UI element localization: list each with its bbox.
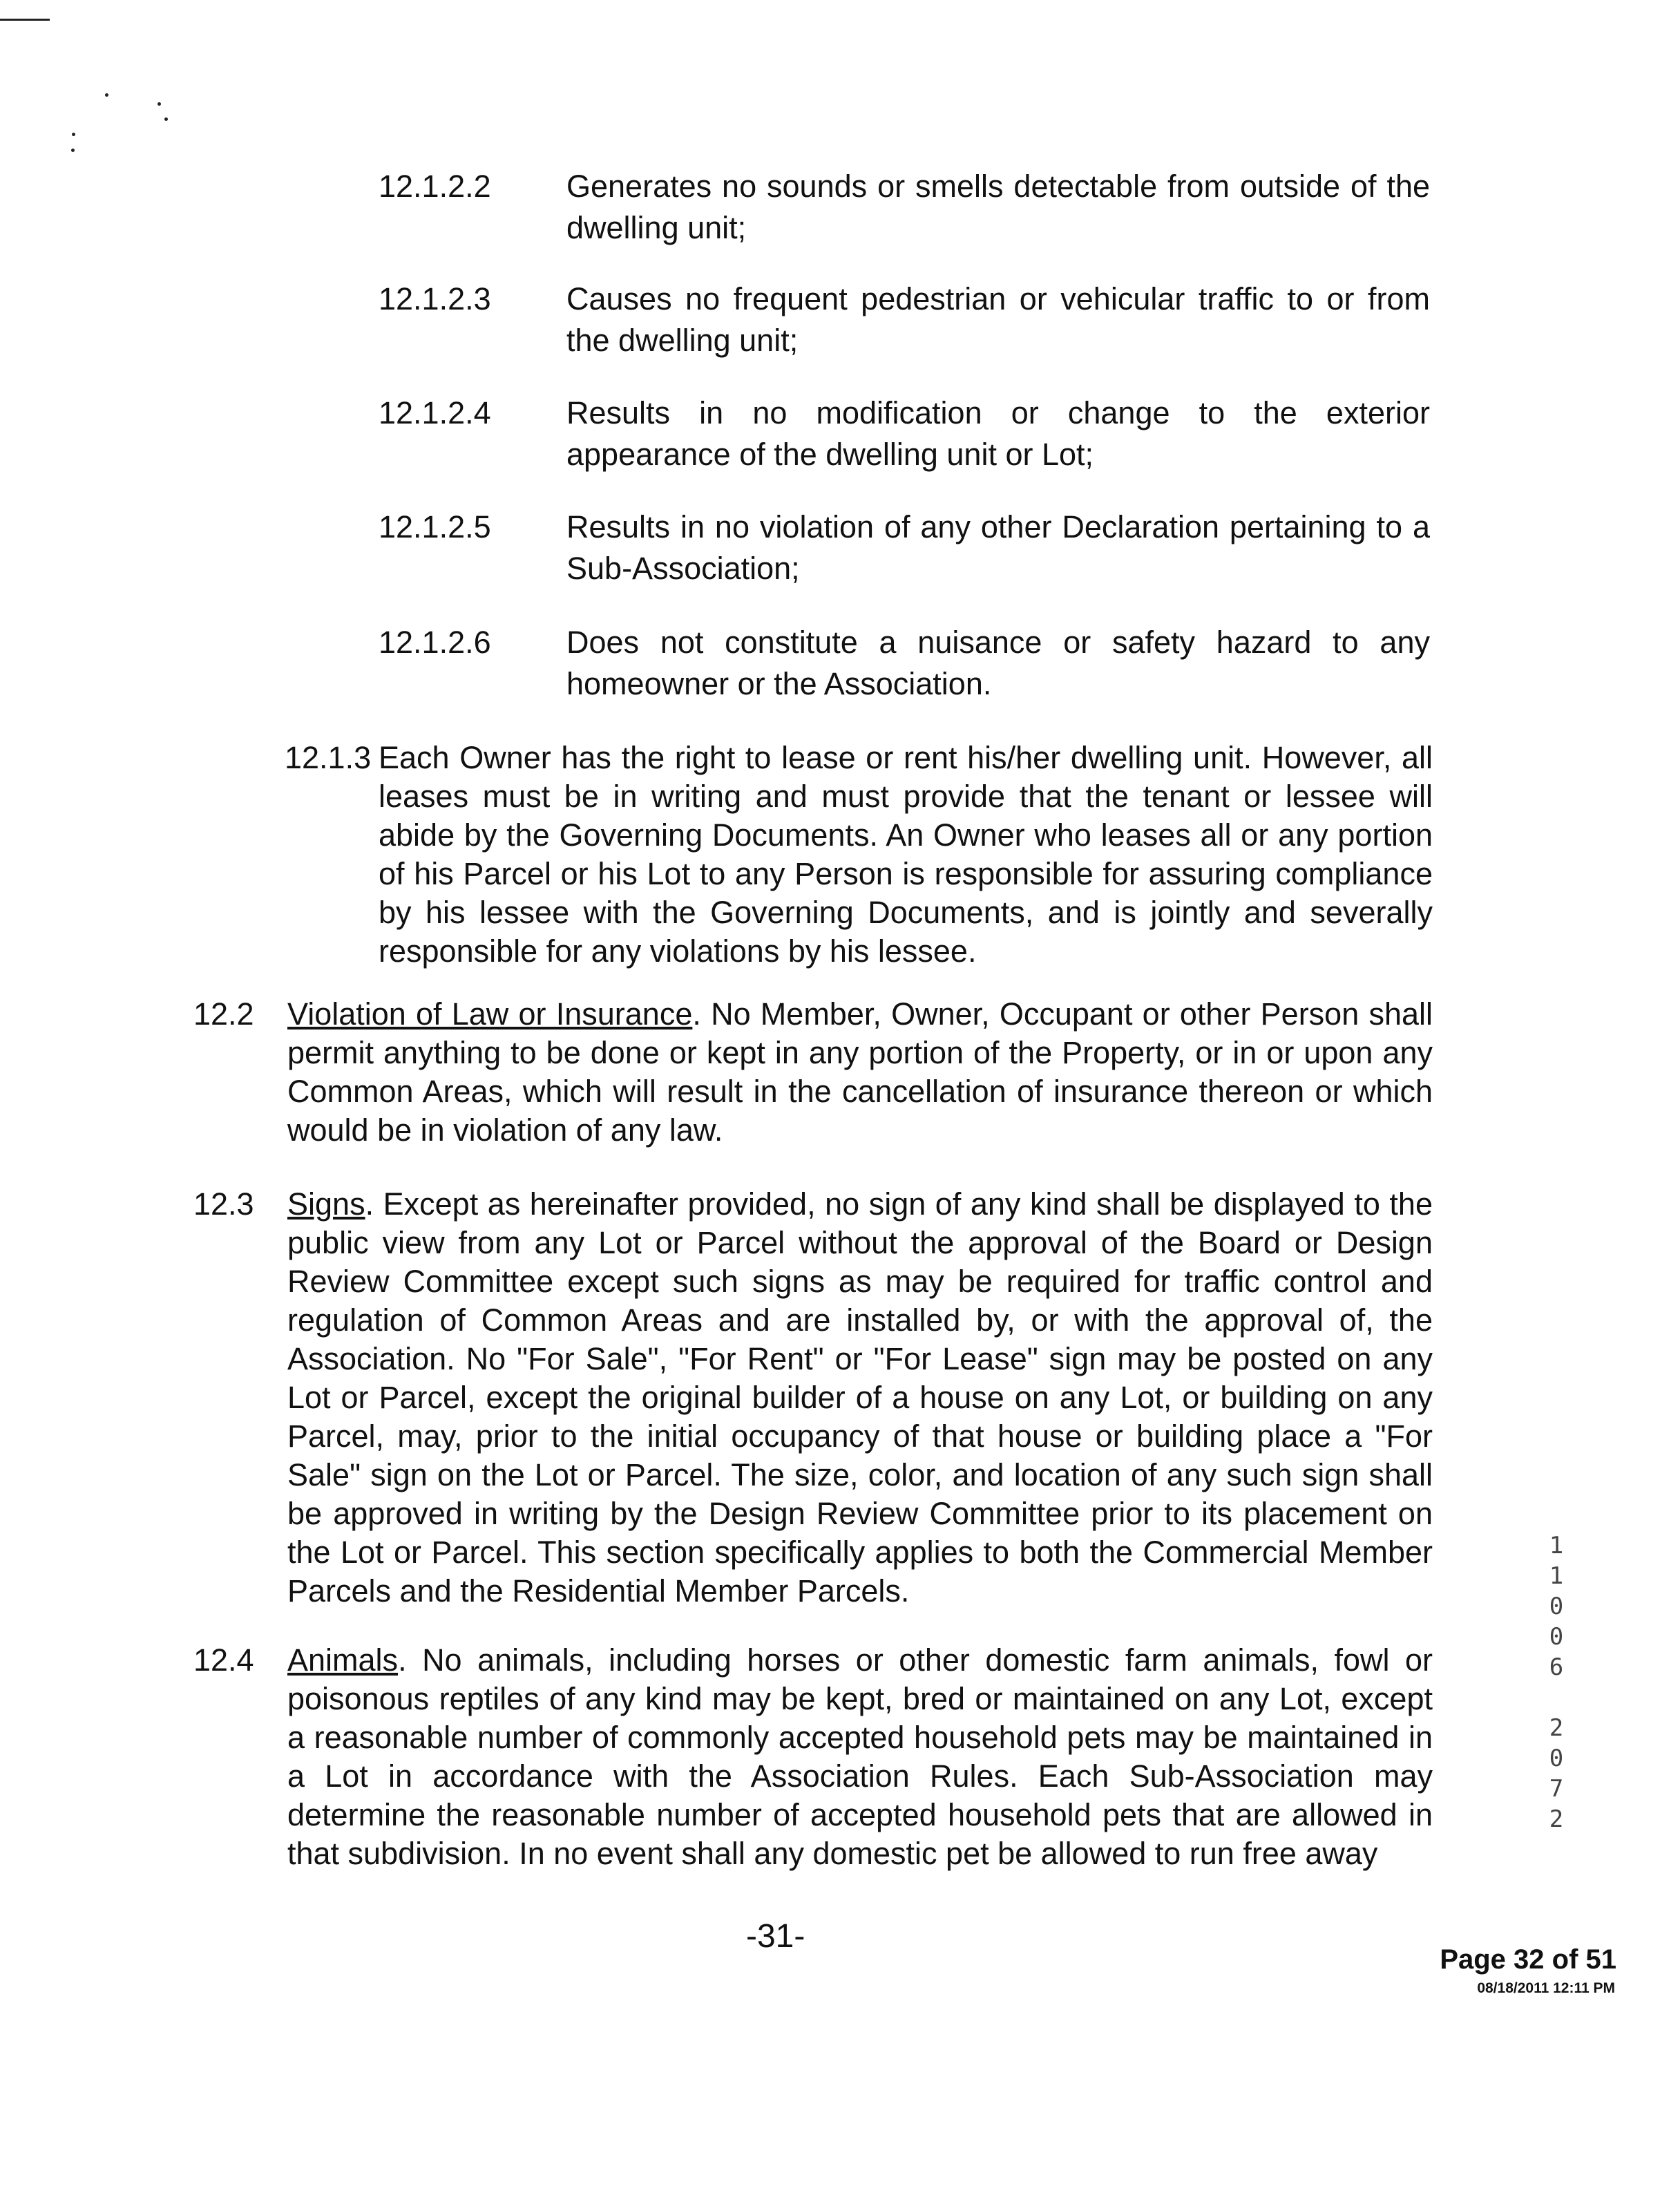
stamp-char: 2 (1549, 1714, 1564, 1742)
section-number: 12.3 (193, 1186, 254, 1222)
timestamp: 08/18/2011 12:11 PM (1477, 1980, 1615, 1996)
section-heading: Violation of Law or Insurance (287, 996, 693, 1032)
section-number: 12.2 (193, 996, 254, 1032)
section-text: No animals, including horses or other domestic farm animals, fowl or poisonous reptiles of any kind may be kept, bred or maintained on any Lot, except a reasonable number of commonly accepted household pets may be maintained in a Lot in accordance with the Association Rules. Each Sub-Association may determine the reasonable number of accepted household pets that are allowed in that subdivision. In no event shall any domestic pet be allowed to run free away (287, 1642, 1433, 1871)
subitem (379, 166, 1429, 249)
subitem-number: 12.1.2.5 (379, 509, 491, 544)
subitem-number: 12.1.2.4 (379, 395, 491, 430)
section-12-4: 12.4 Animals. No animals, including horses or other domestic farm animals, fowl or poisonous reptiles of any kind may be kept, bred or maintained on any Lot, except a reasonable number of commonly accepted household pets may be maintained in a Lot in accordance with the Association Rules. Each Sub-Association may determine the reasonable number of accepted household pets that are allowed in that subdivision. In no event shall any domestic pet be allowed to run free away (193, 1642, 1433, 1871)
stamp-char: 1 (1549, 1562, 1564, 1590)
section-number: 12.4 (193, 1642, 254, 1678)
section-text: Except as hereinafter provided, no sign of any kind shall be displayed to the public view from any Lot or Parcel without the approval of the Board or Design Review Committee except such signs as may be required for traffic control and regulation of Common Areas and are installed by, or with the approval of, the Association. No "For Sale", "For Rent" or "For Lease" sign may be posted on any Lot or Parcel, except the original builder of a house on any Lot, or building on any Parcel, may, prior to the initial occupancy of that house or building place a "For Sale" sign on the Lot or Parcel. The size, color, and location of any such sign shall be approved in writing by the Design Review Committee prior to its placement on the Lot or Parcel. This section specifically applies to both the Commercial Member Parcels and the Residential Member Parcels. (287, 1186, 1433, 1609)
scan-mark-line (0, 19, 50, 21)
stamp-char: 0 (1549, 1623, 1564, 1651)
subitem-text: Does not constitute a nuisance or safety hazard to any homeowner or the Association. (566, 625, 1430, 701)
subitem-number: 12.1.2.3 (379, 281, 491, 316)
subitem (379, 622, 1429, 705)
scan-mark-dot (158, 102, 161, 106)
stamp-char: 0 (1549, 1593, 1564, 1620)
subitem (379, 506, 1429, 589)
section-text: Each Owner has the right to lease or rent his/her dwelling unit. However, all leases must be in writing and must provide that the tenant or lessee will abide by the Governing Documents. An Owner who leases all or any portion of his Parcel or his Lot to any Person is responsible for assuring compliance by his lessee with the Governing Documents, and is jointly and severally responsible for any violations by his lessee. (379, 740, 1433, 969)
subitem-number: 12.1.2.6 (379, 625, 491, 660)
section-heading: Animals (287, 1642, 399, 1678)
subitem (379, 278, 1429, 361)
subitem (379, 392, 1429, 475)
subitem-number: 12.1.2.2 (379, 169, 491, 204)
scan-mark-dot (105, 93, 108, 97)
subitem-text: Results in no violation of any other Declaration pertaining to a Sub-Association; (566, 509, 1430, 586)
subitem-text: Results in no modification or change to the exterior appearance of the dwelling unit or Lot; (566, 395, 1430, 472)
subitem-text: Generates no sounds or smells detectable from outside of the dwelling unit; (566, 169, 1430, 245)
scan-mark-dot (71, 149, 75, 152)
scan-mark-dot (164, 117, 168, 121)
section-12-2: 12.2 Violation of Law or Insurance. No Member, Owner, Occupant or other Person shall permit anything to be done or kept in any portion of the Property, or in or upon any Common Areas, which will result in the cancellation of insurance thereon or which would be in violation of any law. (193, 996, 1433, 1148)
scan-mark-dot (72, 133, 75, 136)
stamp-char: 0 (1549, 1745, 1564, 1772)
subitem-text: Causes no frequent pedestrian or vehicular traffic to or from the dwelling unit; (566, 281, 1430, 358)
stamp-char: 7 (1549, 1775, 1564, 1803)
page-number-label: -31- (746, 1918, 805, 1955)
section-heading: Signs (287, 1186, 365, 1222)
section-12-1-3 (285, 739, 1433, 974)
stamp-char: 1 (1549, 1532, 1564, 1559)
section-number: 12.1.3 (285, 740, 372, 775)
stamp-char: 6 (1549, 1653, 1564, 1681)
page-of-count: Page 32 of 51 (1440, 1944, 1616, 1975)
side-recording-stamp (1543, 1530, 1570, 1834)
stamp-char (1543, 1682, 1570, 1713)
section-12-3: 12.3 Signs. Except as hereinafter provided, no sign of any kind shall be displayed to the public view from any Lot or Parcel without the approval of the Board or Design Review Committee except such signs as may be required for traffic control and regulation of Common Areas and are installed by, or with the approval of, the Association. No "For Sale", "For Rent" or "For Lease" sign may be posted on any Lot or Parcel, except the original builder of a house on any Lot, or building on any Parcel, may, prior to the initial occupancy of that house or building place a "For Sale" sign on the Lot or Parcel. The size, color, and location of any such sign shall be approved in writing by the Design Review Committee prior to its placement on the Lot or Parcel. This section specifically applies to both the Commercial Member Parcels and the Residential Member Parcels. (193, 1186, 1433, 1609)
section-text: No Member, Owner, Occupant or other Person shall permit anything to be done or kept in any portion of the Property, or in or upon any Common Areas, which will result in the cancellation of insurance thereon or which would be in violation of any law. (287, 996, 1433, 1148)
stamp-char: 2 (1549, 1805, 1564, 1833)
